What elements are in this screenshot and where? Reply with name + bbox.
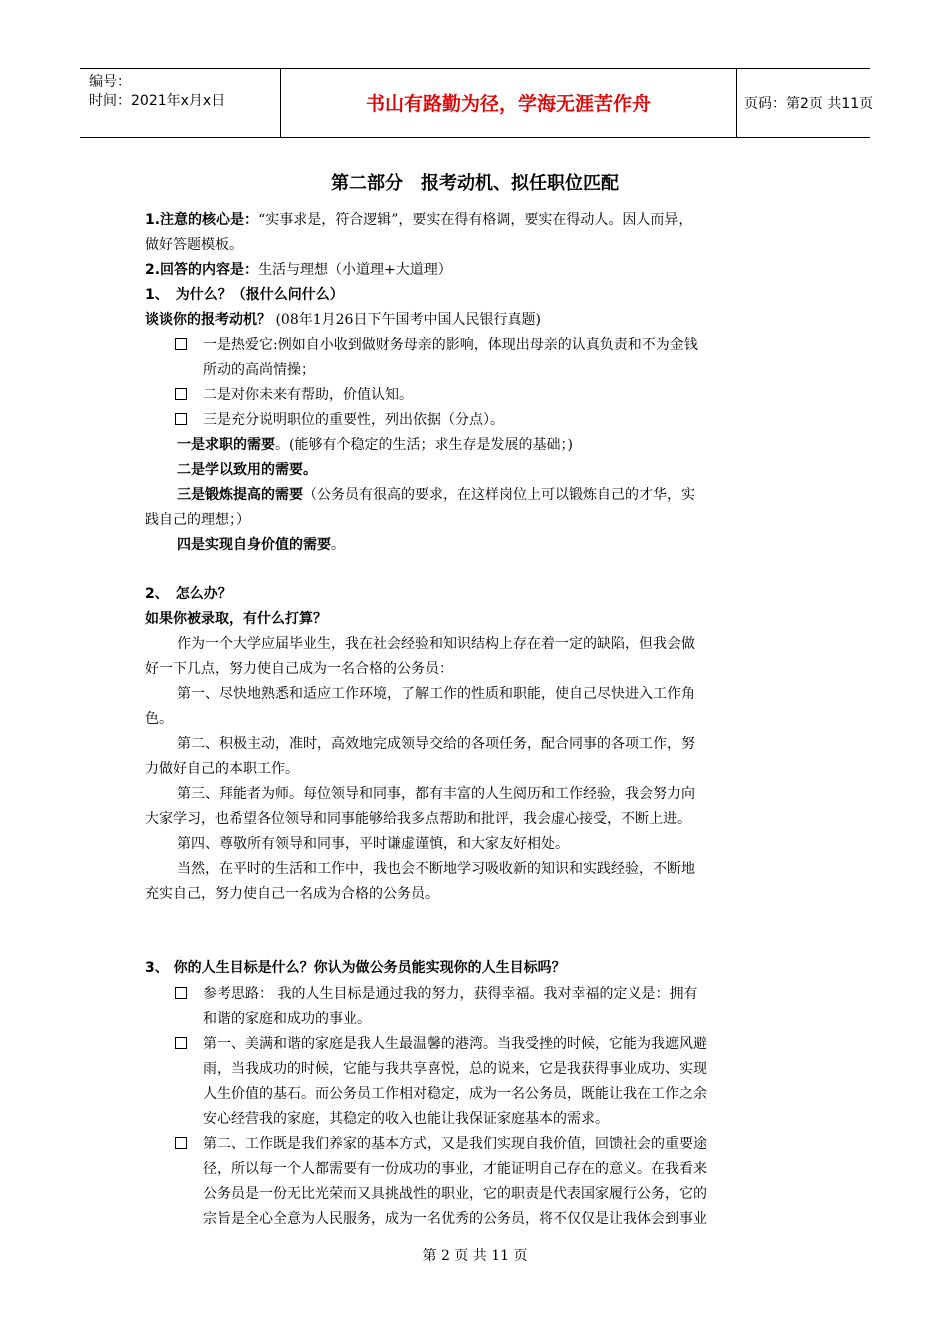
paragraph-line: 色。 (145, 711, 173, 727)
paragraph-line: 力做好自己的本职工作。 (145, 761, 299, 777)
section-heading: 3、 你的人生目标是什么？你认为做公务员能实现你的人生目标吗？ (145, 960, 566, 976)
paragraph-line: 践自己的理想；） (145, 512, 250, 528)
paragraph-line: 第三、拜能者为师。每位领导和同事，都有丰富的人生阅历和工作经验，我会努力向 (177, 786, 695, 802)
slogan: 书山有路勤为径，学海无涯苦作舟 (365, 93, 651, 115)
paragraph-line: 好一下几点，努力使自己成为一名合格的公务员： (145, 661, 453, 677)
page-info: 页码：第2页 共11页 (744, 96, 874, 112)
bullet-line: 径，所以每一个人都需要有一份成功的事业，才能证明自己存在的意义。在我看来 (203, 1161, 707, 1177)
bullet-line: 和谐的家庭和成功的事业。 (203, 1011, 371, 1027)
header-slogan-cell (280, 69, 737, 137)
paragraph-line: 第一、尽快地熟悉和适应工作环境，了解工作的性质和职能，使自己尽快进入工作角 (177, 686, 695, 702)
section-heading: 2、 怎么办？ (145, 586, 232, 602)
page-title: 第二部分 报考动机、拟任职位匹配 (331, 173, 619, 194)
line-text: 。 (331, 537, 345, 553)
bold-lead: 2.回答的内容是： (145, 262, 259, 278)
bullet-line: 所动的高尚情操； (203, 362, 315, 378)
paragraph-line: 做好答题模板。 (145, 237, 243, 253)
header-meta-cell (80, 69, 280, 137)
paragraph-line: 第二、积极主动，准时，高效地完成领导交给的各项任务，配合同事的各项工作，努 (177, 736, 695, 752)
bold-lead: 四是实现自身价值的需要 (177, 537, 331, 553)
bullet-line: 人生价值的基石。而公务员工作相对稳定，成为一名公务员，既能让我在工作之余 (203, 1086, 707, 1102)
checkbox-bullet (175, 1137, 187, 1149)
paragraph-line: 充实自己，努力使自己一名成为合格的公务员。 (145, 886, 439, 902)
bold-lead: 1.注意的核心是： (145, 212, 259, 228)
paragraph-line (145, 260, 452, 280)
bullet-line: 二是对你未来有帮助，价值认知。 (203, 387, 413, 403)
bullet-line: 宗旨是全心全意为人民服务，成为一名优秀的公务员，将不仅仅是让我体会到事业 (203, 1211, 707, 1227)
checkbox-bullet (175, 1037, 187, 1049)
paragraph-line: 作为一个大学应届毕业生，我在社会经验和知识结构上存在着一定的缺陷，但我会做 (177, 636, 695, 652)
line-text: 。(能够有个稳定的生活；求生存是发展的基础；) (275, 437, 573, 453)
page-footer: 第 2 页 共 11 页 (422, 1248, 528, 1264)
paragraph-line (145, 210, 692, 230)
time-label: 时间：2021年x月x日 (89, 93, 226, 109)
bullet-line: 雨，当我成功的时候，它能与我共享喜悦，总的说来，它是我获得事业成功、实现 (203, 1061, 707, 1077)
section-heading: 1、 为什么？（报什么问什么） (145, 287, 344, 303)
checkbox-bullet (175, 338, 187, 350)
paragraph-line: 当然，在平时的生活和工作中，我也会不断地学习吸收新的知识和实践经验，不断地 (177, 861, 695, 877)
line-text: “实事求是，符合逻辑”，要实在得有格调，要实在得动人。因人而异， (258, 212, 693, 228)
bullet-line: 公务员是一份无比光荣而又具挑战性的职业，它的职责是代表国家履行公务，它的 (203, 1186, 707, 1202)
bullet-line: 一是热爱它:例如自小收到做财务母亲的影响，体现出母亲的认真负责和不为金钱 (203, 337, 698, 353)
paragraph-line (177, 485, 695, 505)
question-line (145, 310, 541, 330)
question-text: 谈谈你的报考动机？ (145, 312, 271, 328)
paragraph-line (177, 435, 573, 455)
paragraph-line: 大家学习，也希望各位领导和同事能够给我多点帮助和批评，我会虚心接受，不断上进。 (145, 811, 691, 827)
header-page-cell (736, 69, 874, 137)
code-label: 编号： (89, 74, 131, 90)
bullet-line: 参考思路： 我的人生目标是通过我的努力，获得幸福。我对幸福的定义是：拥有 (203, 986, 698, 1002)
line-text: （公务员有很高的要求，在这样岗位上可以锻炼自己的才华，实 (303, 487, 695, 503)
paragraph-line: 第四、尊敬所有领导和同事，平时谦虚谨慎，和大家友好相处。 (177, 836, 569, 852)
bold-lead: 一是求职的需要 (177, 437, 275, 453)
bold-lead: 三是锻炼提高的需要 (177, 487, 303, 503)
checkbox-bullet (175, 413, 187, 425)
checkbox-bullet (175, 388, 187, 400)
bullet-line: 第二、工作既是我们养家的基本方式，又是我们实现自我价值，回馈社会的重要途 (203, 1136, 707, 1152)
paragraph-line (177, 535, 345, 555)
question-source: (08年1月26日下午国考中国人民银行真题) (271, 312, 541, 328)
page-header (80, 68, 874, 138)
checkbox-bullet (175, 987, 187, 999)
paragraph-line: 二是学以致用的需要。 (177, 462, 317, 478)
question-text: 如果你被录取，有什么打算？ (145, 611, 327, 627)
line-text: 生活与理想（小道理+大道理） (258, 262, 452, 278)
bullet-line: 三是充分说明职位的重要性，列出依据（分点）。 (203, 412, 504, 428)
bullet-line: 安心经营我的家庭，其稳定的收入也能让我保证家庭基本的需求。 (203, 1111, 609, 1127)
bullet-line: 第一、美满和谐的家庭是我人生最温馨的港湾。当我受挫的时候，它能为我遮风避 (203, 1036, 707, 1052)
